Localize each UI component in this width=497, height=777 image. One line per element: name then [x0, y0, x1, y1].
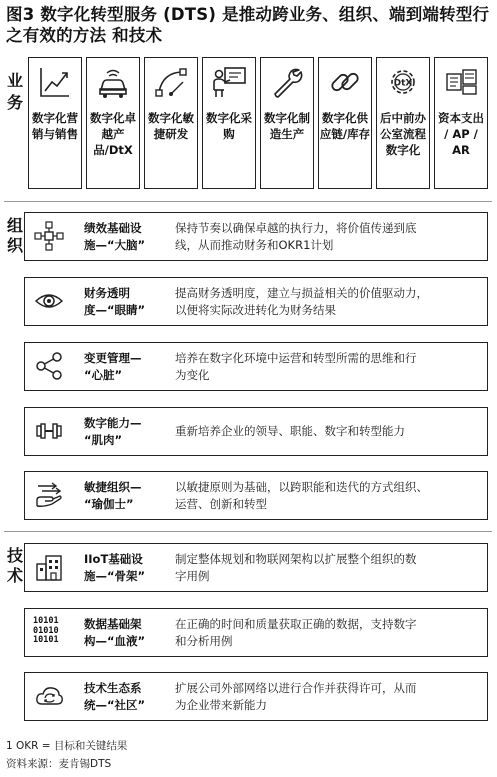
section-label-text: 技术: [7, 546, 24, 585]
business-card: [260, 57, 314, 189]
technology-row: [24, 608, 488, 657]
business-card-label: 数字化敏捷研发: [148, 111, 194, 141]
page-title: 图3 数字化转型服务 (DTS) 是推动跨业务、组织、端到端转型行之有效的方法 和技术: [6, 5, 490, 45]
section-label-technology: [4, 546, 26, 586]
row-title-line: 构—“血液”: [84, 634, 146, 648]
row-title-line: 数字能力—: [84, 416, 142, 430]
section-label-text: 业务: [7, 71, 24, 112]
business-card-label: 数字化采购: [206, 111, 252, 141]
business-card-label: 数字化卓越产品/DtX: [90, 111, 136, 157]
row-description: [175, 680, 475, 714]
row-description-line: 为企业带来新能力: [175, 698, 267, 712]
row-title: [84, 350, 176, 384]
cloud-sync-icon: [34, 681, 64, 711]
section-label-organization: [4, 216, 26, 256]
binary-line: 10101: [33, 616, 59, 626]
business-card-label: 资本支出 / AP / AR: [438, 111, 484, 157]
section-divider: [4, 531, 492, 532]
footnote: 1 OKR = 目标和关键结果: [6, 740, 128, 752]
building-icon: [34, 552, 64, 582]
row-title: [84, 415, 176, 449]
business-card: [434, 57, 488, 189]
documents-icon: [443, 64, 479, 100]
row-description-line: 为变化: [175, 368, 210, 382]
row-title-line: 度—“眼睛”: [84, 303, 146, 317]
hand-arrows-icon: [34, 480, 64, 510]
row-description-line: 在正确的时间和质量获取正确的数据，支持数字: [175, 617, 417, 631]
row-description-line: 字用例: [175, 569, 210, 583]
row-title-line: 财务透明: [84, 286, 130, 300]
row-title-line: 绩效基础设: [84, 221, 142, 235]
row-title: [84, 479, 176, 513]
business-row: [28, 57, 492, 189]
svg-text:DtX: DtX: [393, 78, 413, 89]
binary-line: 10101: [33, 635, 59, 645]
share-nodes-icon: [34, 351, 64, 381]
row-title-line: 数据基础架: [84, 617, 142, 631]
row-title: [84, 616, 176, 650]
technology-row: [24, 672, 488, 721]
business-card: [86, 57, 140, 189]
business-card: [202, 57, 256, 189]
wrench-icon: [269, 64, 305, 100]
network-cubes-icon: [34, 221, 64, 251]
row-title-line: IIoT基础设: [84, 552, 143, 566]
row-title-line: 敏捷组织—: [84, 480, 142, 494]
row-title-line: “肌肉”: [84, 433, 123, 447]
row-description-line: 以敏捷原则为基础，以跨职能和迭代的方式组织、: [175, 480, 428, 494]
row-description-line: 提高财务透明度，建立与损益相关的价值驱动力，: [175, 286, 428, 300]
row-description-line: 运营、创新和转型: [175, 497, 267, 511]
row-description: [175, 616, 475, 650]
row-title-line: 统—“社区”: [84, 698, 146, 712]
row-description-line: 重新培养企业的领导、职能、数字和转型能力: [175, 424, 405, 438]
business-card: [28, 57, 82, 189]
dumbbell-icon: [34, 416, 64, 446]
row-description: [175, 350, 475, 384]
row-description-line: 线，从而推动财务和OKR1计划: [175, 238, 334, 252]
source-note: 资料来源：麦肯锡DTS: [6, 758, 112, 770]
organization-row: [24, 277, 488, 326]
row-description: [175, 220, 475, 254]
business-card-label: 数字化制造生产: [264, 111, 310, 141]
section-divider: [4, 201, 492, 202]
bezier-pen-icon: [153, 64, 189, 100]
section-label-business: [4, 70, 26, 114]
organization-row: [24, 342, 488, 391]
row-description-line: 扩展公司外部网络以进行合作并获得许可，从而: [175, 681, 417, 695]
row-title-line: 技术生态系: [84, 681, 142, 695]
business-card: [318, 57, 372, 189]
business-card-label: 数字化供应链/库存: [319, 111, 371, 141]
binary-line: 01010: [33, 625, 59, 636]
row-title: [84, 220, 176, 254]
row-description-line: 保持节奏以确保卓越的执行力，将价值传递到底: [175, 221, 417, 235]
row-title: [84, 285, 176, 319]
business-card: [376, 57, 430, 189]
business-card-label: 后中前办公室流程数字化: [380, 111, 426, 157]
dtx-gear-icon: [385, 64, 421, 100]
row-title-line: 变更管理—: [84, 351, 142, 365]
row-description-line: 培养在数字化环境中运营和转型所需的思维和行: [175, 351, 417, 365]
row-description: [175, 423, 475, 440]
trend-chart-icon: [37, 64, 73, 100]
presenter-board-icon: [211, 64, 247, 100]
technology-row: [24, 543, 488, 592]
business-card-label: 数字化营销与销售: [32, 111, 78, 141]
organization-row: [24, 212, 488, 261]
organization-row: [24, 407, 488, 456]
row-description: [175, 285, 475, 319]
row-title: [84, 551, 176, 585]
row-description-line: 和分析用例: [175, 634, 233, 648]
eye-icon: [34, 286, 64, 316]
section-label-text: 组织: [7, 216, 24, 255]
organization-row: [24, 471, 488, 520]
row-description-line: 以便将实际改进转化为财务结果: [175, 303, 336, 317]
car-icon: [95, 64, 131, 100]
row-description: [175, 551, 475, 585]
business-card: [144, 57, 198, 189]
row-description: [175, 479, 475, 513]
row-title-line: 施—“骨架”: [84, 569, 146, 583]
binary-data-icon: [33, 617, 63, 647]
row-title-line: “瑜伽士”: [84, 497, 134, 511]
row-title: [84, 680, 176, 714]
row-title-line: 施—“大脑”: [84, 238, 146, 252]
chain-link-icon: [327, 64, 363, 100]
row-description-line: 制定整体规划和物联网架构以扩展整个组织的数: [175, 552, 417, 566]
row-title-line: “心脏”: [84, 368, 123, 382]
